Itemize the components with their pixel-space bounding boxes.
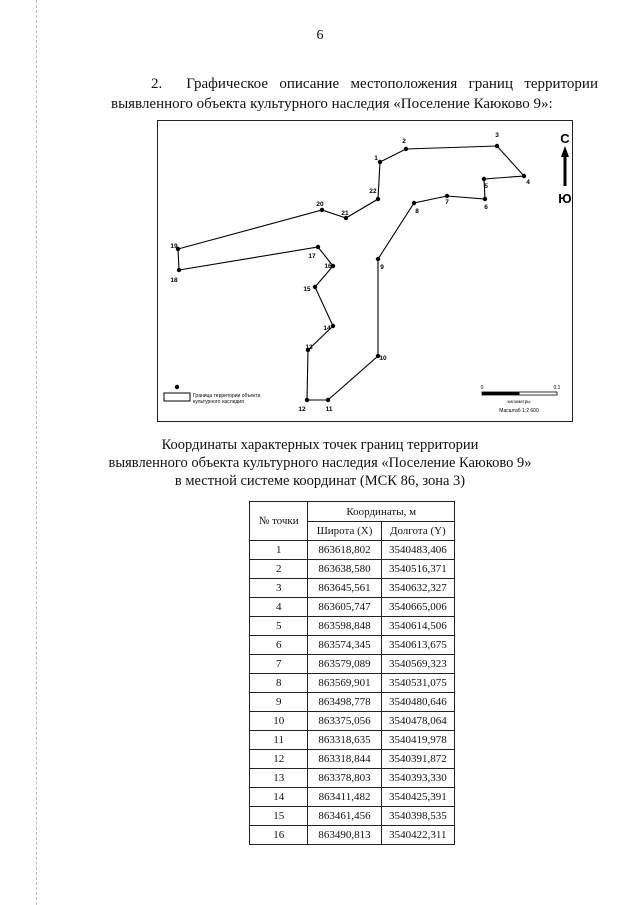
cell-latitude: 863574,345 [308, 636, 381, 655]
cell-longitude: 3540393,330 [381, 769, 454, 788]
map-legend [164, 385, 261, 405]
boundary-point-marker [412, 201, 416, 205]
cell-longitude: 3540614,506 [381, 617, 454, 636]
north-arrow-icon [561, 146, 569, 157]
cell-latitude: 863638,580 [308, 560, 381, 579]
cell-latitude: 863375,056 [308, 712, 381, 731]
table-row [250, 769, 455, 788]
scale-unit-label: километры [507, 399, 531, 404]
cell-longitude: 3540419,978 [381, 731, 454, 750]
section-heading-line-2: выявленного объекта культурного наследия «Поселение Каюково 9»: [111, 96, 553, 112]
cell-longitude: 3540422,311 [381, 826, 454, 845]
boundary-map [157, 120, 573, 422]
boundary-point-label: 13 [305, 344, 313, 351]
boundary-point-marker [326, 398, 330, 402]
table-row [250, 579, 455, 598]
cell-longitude: 3540391,872 [381, 750, 454, 769]
cell-latitude: 863618,802 [308, 541, 381, 560]
cell-longitude: 3540531,075 [381, 674, 454, 693]
coordinates-title-line-2: выявленного объекта культурного наследия «Поселение Каюково 9» [108, 455, 532, 471]
cell-longitude: 3540665,006 [381, 598, 454, 617]
boundary-point-label: 4 [526, 179, 530, 186]
boundary-point-label: 19 [170, 243, 178, 250]
boundary-point-label: 22 [369, 188, 377, 195]
table-row [250, 636, 455, 655]
boundary-point-marker [404, 147, 408, 151]
boundary-point-label: 6 [484, 204, 488, 211]
boundary-point-label: 16 [324, 263, 332, 270]
cell-longitude: 3540398,535 [381, 807, 454, 826]
boundary-point-marker [495, 144, 499, 148]
boundary-point-marker [177, 268, 181, 272]
compass-south-label: Ю [558, 191, 572, 206]
boundary-point-label: 1 [374, 155, 378, 162]
cell-point-number: 16 [250, 826, 308, 845]
header-longitude: Долгота (Y) [381, 522, 454, 541]
compass-north-label: С [560, 131, 570, 146]
cell-point-number: 8 [250, 674, 308, 693]
cell-latitude: 863318,844 [308, 750, 381, 769]
boundary-point-marker [522, 174, 526, 178]
cell-point-number: 11 [250, 731, 308, 750]
boundary-point-label: 8 [415, 208, 419, 215]
table-row [250, 731, 455, 750]
boundary-point-label: 9 [380, 264, 384, 271]
legend-label-line-2: культурного наследия [193, 399, 244, 405]
cell-latitude: 863605,747 [308, 598, 381, 617]
legend-boundary-swatch [164, 393, 190, 401]
boundary-point-label: 5 [484, 183, 488, 190]
table-row [250, 693, 455, 712]
cell-point-number: 13 [250, 769, 308, 788]
header-coordinates: Координаты, м [308, 502, 455, 522]
table-row [250, 750, 455, 769]
table-row [250, 674, 455, 693]
cell-latitude: 863461,456 [308, 807, 381, 826]
coordinates-title-line-3: в местной системе координат (МСК 86, зона 3) [174, 473, 466, 489]
boundary-point-marker [313, 285, 317, 289]
cell-latitude: 863569,901 [308, 674, 381, 693]
cell-longitude: 3540613,675 [381, 636, 454, 655]
cell-latitude: 863318,635 [308, 731, 381, 750]
boundary-point-label: 21 [341, 210, 349, 217]
boundary-point-marker [483, 197, 487, 201]
header-point-number: № точки [250, 502, 308, 541]
boundary-point-label: 7 [445, 199, 449, 206]
boundary-point-marker [320, 208, 324, 212]
cell-point-number: 15 [250, 807, 308, 826]
cell-latitude: 863498,778 [308, 693, 381, 712]
cell-longitude: 3540483,406 [381, 541, 454, 560]
scale-zero-label: 0 [480, 385, 484, 391]
cell-point-number: 4 [250, 598, 308, 617]
cell-longitude: 3540516,371 [381, 560, 454, 579]
cell-point-number: 9 [250, 693, 308, 712]
cell-longitude: 3540569,323 [381, 655, 454, 674]
coordinates-title [0, 436, 640, 490]
boundary-point-marker [316, 245, 320, 249]
table-row [250, 712, 455, 731]
cell-latitude: 863598,848 [308, 617, 381, 636]
boundary-point-label: 14 [323, 325, 331, 332]
section-heading-text: Графическое описание местоположения границ территории [186, 76, 598, 92]
cell-longitude: 3540480,646 [381, 693, 454, 712]
table-row [250, 655, 455, 674]
boundary-map-canvas [158, 121, 572, 421]
cell-longitude: 3540478,064 [381, 712, 454, 731]
section-heading-line-1 [111, 74, 598, 94]
cell-latitude: 863579,089 [308, 655, 381, 674]
boundary-point-label: 20 [316, 201, 324, 208]
table-row [250, 788, 455, 807]
boundary-point-label: 12 [298, 406, 306, 413]
cell-latitude: 863411,482 [308, 788, 381, 807]
cell-latitude: 863490,813 [308, 826, 381, 845]
cell-point-number: 12 [250, 750, 308, 769]
cell-latitude: 863645,561 [308, 579, 381, 598]
table-row [250, 598, 455, 617]
cell-point-number: 3 [250, 579, 308, 598]
boundary-point-label: 3 [495, 132, 499, 139]
boundary-point-label: 17 [308, 253, 316, 260]
cell-point-number: 5 [250, 617, 308, 636]
boundary-point-label: 15 [303, 286, 311, 293]
cell-point-number: 1 [250, 541, 308, 560]
boundary-point-marker [378, 160, 382, 164]
cell-point-number: 10 [250, 712, 308, 731]
boundary-point-marker [331, 324, 335, 328]
legend-point-icon [175, 385, 179, 389]
cell-latitude: 863378,803 [308, 769, 381, 788]
cell-point-number: 14 [250, 788, 308, 807]
scale-text: Масштаб 1:2 600 [499, 408, 539, 414]
boundary-point-marker [376, 257, 380, 261]
table-row [250, 560, 455, 579]
boundary-point-marker [482, 177, 486, 181]
table-row [250, 826, 455, 845]
cell-point-number: 7 [250, 655, 308, 674]
scale-bar [481, 385, 561, 414]
cell-point-number: 2 [250, 560, 308, 579]
cell-longitude: 3540425,391 [381, 788, 454, 807]
boundary-point-marker [445, 194, 449, 198]
page-number: 6 [316, 28, 324, 43]
header-latitude: Широта (X) [308, 522, 381, 541]
section-number: 2. [151, 76, 163, 92]
boundary-point-label: 18 [170, 277, 178, 284]
territory-boundary-line [178, 146, 524, 400]
boundary-point-label: 2 [402, 138, 406, 145]
scale-max-label: 0.1 [553, 385, 561, 391]
cell-point-number: 6 [250, 636, 308, 655]
legend-label-line-1: Граница территории объекта [193, 393, 261, 399]
coordinates-table [249, 501, 455, 845]
compass-icon [558, 131, 571, 206]
coordinates-title-line-1: Координаты характерных точек границ территории [161, 437, 479, 453]
cell-longitude: 3540632,327 [381, 579, 454, 598]
table-row [250, 541, 455, 560]
boundary-point-label: 11 [325, 406, 333, 413]
table-row [250, 807, 455, 826]
boundary-point-marker [376, 197, 380, 201]
boundary-point-label: 10 [379, 355, 387, 362]
table-row [250, 617, 455, 636]
boundary-point-marker [305, 398, 309, 402]
